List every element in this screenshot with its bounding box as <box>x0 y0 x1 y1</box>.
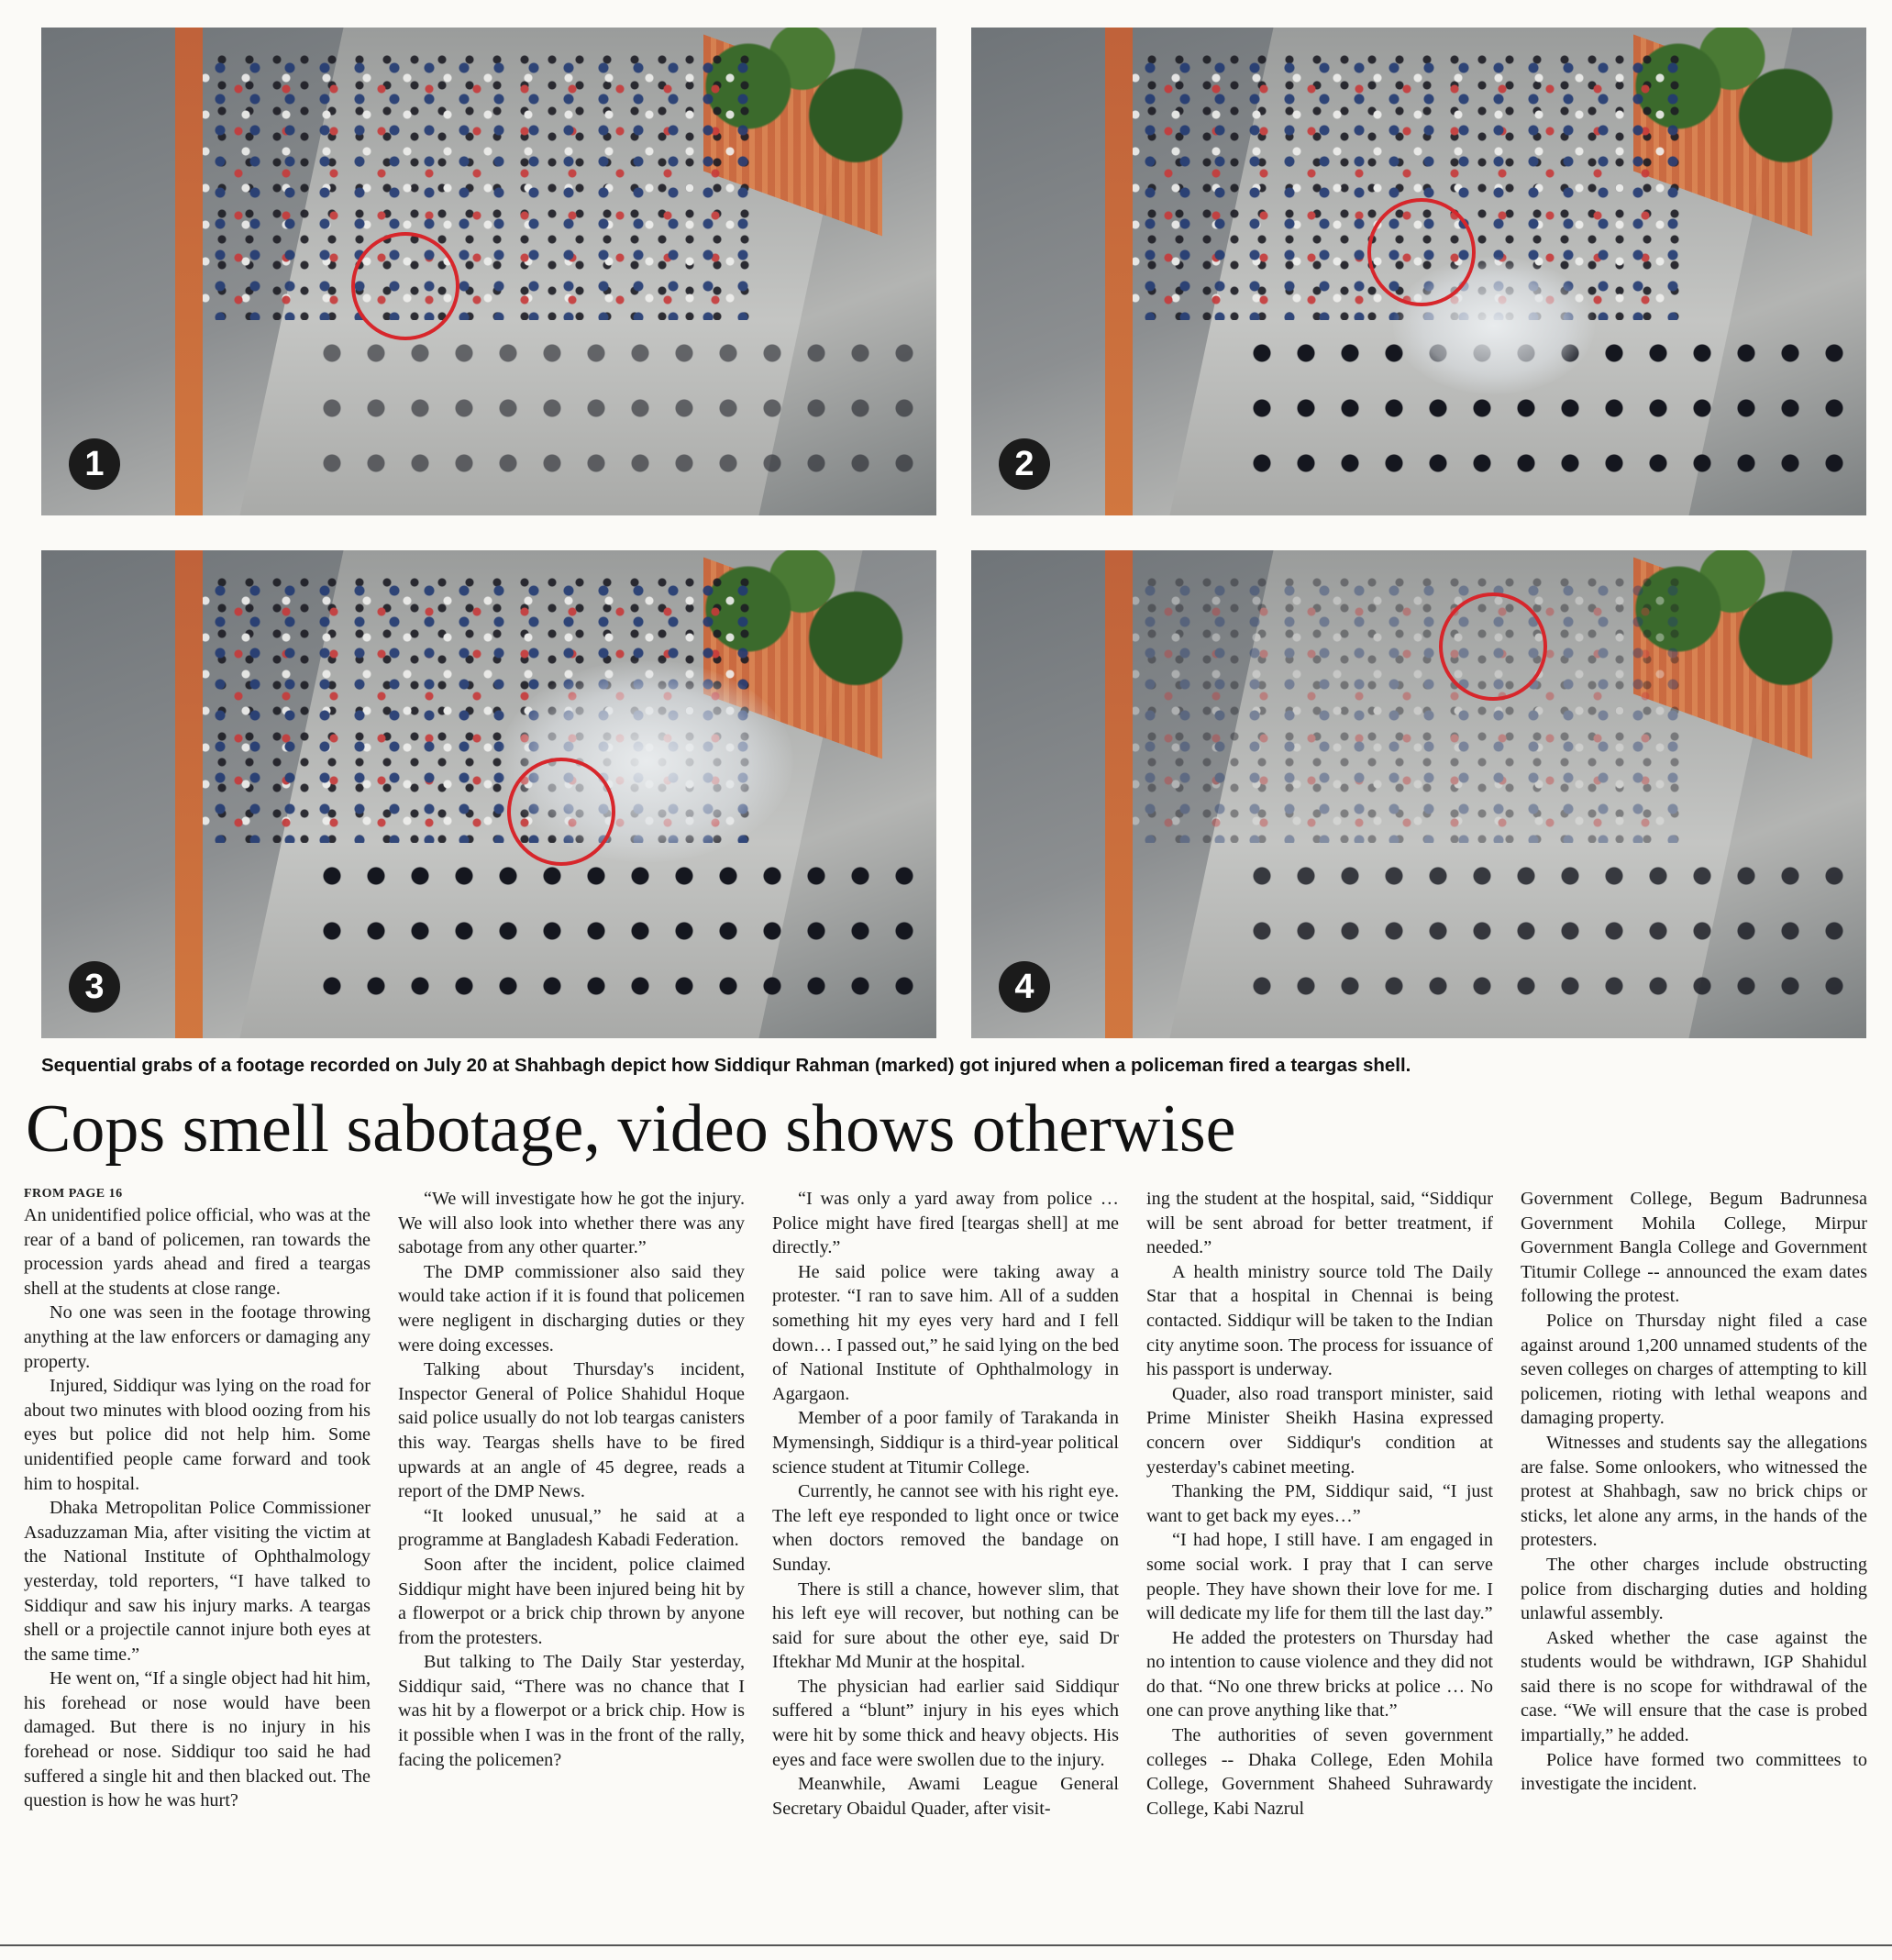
paragraph: There is still a chance, however slim, that his left eye will recover, but nothing can be said for sure about the other eye, said Dr Iftekhar Md Munir at the hospital. <box>772 1578 1119 1673</box>
paragraph: A health ministry source told The Daily Star that a hospital in Chennai is being contacted. Siddiqur will be taken to the Indian city anytime soon. The process for issuance of his passport is underway. <box>1146 1261 1493 1380</box>
paragraph: The other charges include obstructing police from discharging duties and holding unlawful assembly. <box>1521 1554 1867 1624</box>
photo-sequence <box>41 28 1866 1044</box>
frame-number-badge: 4 <box>999 961 1050 1013</box>
continuation-kicker: FROM PAGE 16 <box>24 1187 123 1201</box>
article-column-5 <box>1521 1187 1867 1950</box>
photo-frame-3 <box>41 550 936 1038</box>
paragraph: “I was only a yard away from police … Police might have fired [teargas shell] at me directly.” <box>772 1189 1119 1258</box>
paragraph: Quader, also road transport minister, said Prime Minister Sheikh Hasina expressed concern over Siddiqur's condition at yesterday's cabinet meeting. <box>1146 1383 1493 1478</box>
photo-caption: Sequential grabs of a footage recorded on July 20 at Shahbagh depict how Siddiqur Rahman (marked) got injured when a policeman fired a teargas shell. <box>41 1055 1411 1076</box>
headline: Cops smell sabotage, video shows otherwise <box>26 1091 1236 1167</box>
paragraph: Witnesses and students say the allegations are false. Some onlookers, who witnessed the protest at Shahbagh, saw no brick chips or sticks, let alone any arms, in the hands of the protesters. <box>1521 1432 1867 1551</box>
paragraph: Asked whether the case against the students would be withdrawn, IGP Shahidul said there is no scope for withdrawal of the case. “We will ensure that the case is probed impartially,” he added. <box>1521 1627 1867 1746</box>
article-body <box>24 1187 1867 1950</box>
paragraph: He went on, “If a single object had hit him, his forehead or nose would have been damaged. But there is no injury in his forehead or nose. Siddiqur too said he had suffered a single hit and then blacked out. The question is how he was hurt? <box>24 1668 371 1811</box>
injured-marker-circle <box>351 232 459 340</box>
photo-frame-2 <box>971 28 1866 515</box>
paragraph: The physician had earlier said Siddiqur suffered a “blunt” injury in his eyes which were hit by some thick and heavy objects. His eyes and face were swollen due to the injury. <box>772 1676 1119 1770</box>
paragraph: Government College, Begum Badrunnesa Government Mohila College, Mirpur Government Bangla College and Government Titumir College -- announced the exam dates following the protest. <box>1521 1189 1867 1307</box>
photo-frame-1 <box>41 28 936 515</box>
paragraph: Police on Thursday night filed a case against around 1,200 unnamed students of the seven colleges on charges of attempting to kill policemen, rioting with lethal weapons and damaging property. <box>1521 1310 1867 1429</box>
paragraph: Injured, Siddiqur was lying on the road for about two minutes with blood oozing from his eyes but police did not help him. Some unidentified people came forward and took him to hospital. <box>24 1376 371 1494</box>
paragraph: ing the student at the hospital, said, “Siddiqur will be sent abroad for better treatment, if needed.” <box>1146 1189 1493 1258</box>
paragraph: Meanwhile, Awami League General Secretary Obaidul Quader, after visit- <box>772 1774 1119 1819</box>
paragraph: “It looked unusual,” he said at a programme at Bangladesh Kabadi Federation. <box>398 1505 745 1551</box>
paragraph: No one was seen in the footage throwing anything at the law enforcers or damaging any property. <box>24 1302 371 1372</box>
paragraph: Thanking the PM, Siddiqur said, “I just want to get back my eyes…” <box>1146 1481 1493 1526</box>
paragraph: An unidentified police official, who was at the rear of a band of policemen, ran towards the procession yards ahead and fired a teargas shell at the students at close range. <box>24 1205 371 1299</box>
article-column-3 <box>772 1187 1119 1950</box>
paragraph: The authorities of seven government colleges -- Dhaka College, Eden Mohila College, Government Shaheed Suhrawardy College, Kabi Nazrul <box>1146 1725 1493 1819</box>
paragraph: Currently, he cannot see with his right eye. The left eye responded to light once or twice when doctors removed the bandage on Sunday. <box>772 1481 1119 1575</box>
paragraph: Soon after the incident, police claimed Siddiqur might have been injured being hit by a flowerpot or a brick chip thrown by anyone from the protesters. <box>398 1554 745 1648</box>
bottom-rule <box>0 1944 1892 1946</box>
paragraph: “I had hope, I still have. I am engaged in some social work. I pray that I can serve people. They have shown their love for me. I will dedicate my life for them till the last day.” <box>1146 1530 1493 1624</box>
frame-number-badge: 1 <box>69 438 120 490</box>
frame-number-badge: 3 <box>69 961 120 1013</box>
paragraph: Dhaka Metropolitan Police Commissioner Asaduzzaman Mia, after visiting the victim at the National Institute of Ophthalmology yesterday, told reporters, “I have talked to Siddiqur and saw his injury marks. A teargas shell or a projectile cannot injure both eyes at the same time.” <box>24 1498 371 1665</box>
paragraph: He said police were taking away a protester. “I ran to save him. All of a sudden something hit my eyes very hard and I fell down… I passed out,” he said lying on the bed of National Institute of Ophthalmology in Agargaon. <box>772 1261 1119 1404</box>
paragraph: The DMP commissioner also said they would take action if it is found that policemen were negligent in discharging duties or they were doing excesses. <box>398 1261 745 1356</box>
paragraph: Talking about Thursday's incident, Inspector General of Police Shahidul Hoque said police usually do not lob teargas canisters this way. Teargas shells have to be fired upwards at an angle of 45 degree, reads a report of the DMP News. <box>398 1359 745 1502</box>
injured-marker-circle <box>1367 198 1476 306</box>
injured-marker-circle <box>1439 592 1547 701</box>
article-column-1 <box>24 1187 371 1950</box>
photo-frame-4 <box>971 550 1866 1038</box>
paragraph: Police have formed two committees to investigate the incident. <box>1521 1749 1867 1795</box>
article-column-2 <box>398 1187 745 1950</box>
paragraph: Member of a poor family of Tarakanda in Mymensingh, Siddiqur is a third-year political science student at Titumir College. <box>772 1408 1119 1478</box>
paragraph: But talking to The Daily Star yesterday, Siddiqur said, “There was no chance that I was hit by a flowerpot or a brick chip. How is it possible when I was in the front of the rally, facing the policemen? <box>398 1652 745 1770</box>
frame-number-badge: 2 <box>999 438 1050 490</box>
paragraph: He added the protesters on Thursday had no intention to cause violence and they did not do that. “No one threw bricks at police … No one can prove anything like that.” <box>1146 1627 1493 1722</box>
article-column-4 <box>1146 1187 1493 1950</box>
injured-marker-circle <box>507 758 615 866</box>
paragraph: “We will investigate how he got the injury. We will also look into whether there was any sabotage from any other quarter.” <box>398 1189 745 1258</box>
